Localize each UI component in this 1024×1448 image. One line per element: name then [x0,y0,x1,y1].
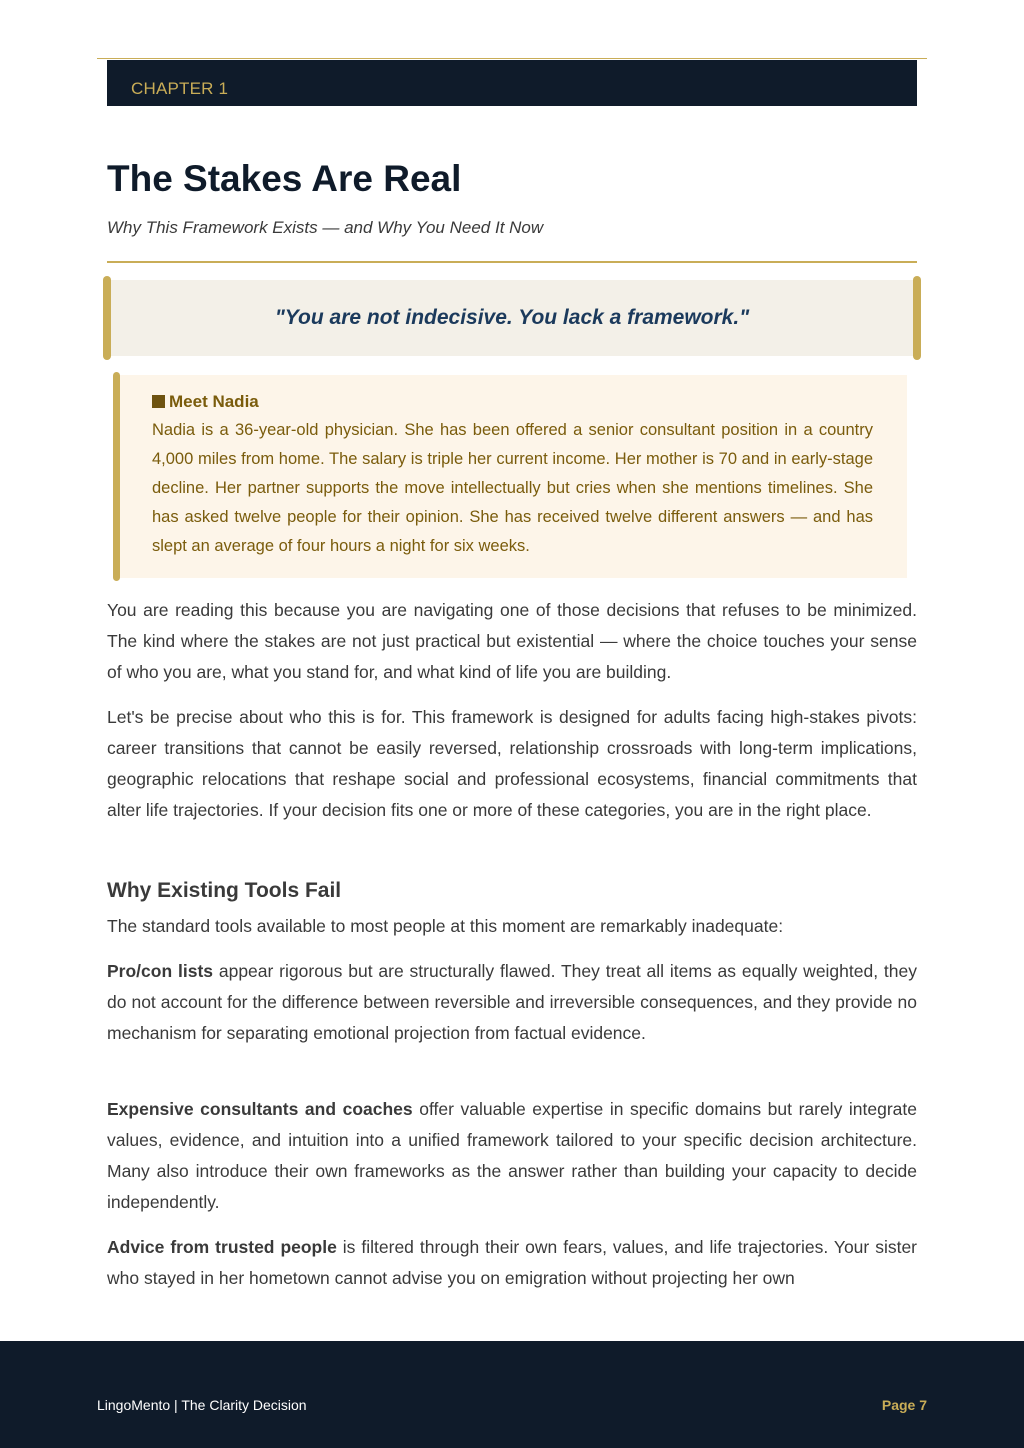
tool-lead: Pro/con lists [107,961,214,981]
title-divider [107,261,917,263]
tool-paragraph-advice [107,1232,917,1294]
section-intro: The standard tools available to most people at this moment are remarkably inadequate: [107,916,784,936]
case-study-accent-bar [113,372,120,581]
chapter-banner [107,60,917,106]
page-number: Page 7 [881,1397,927,1413]
case-study-heading [152,392,259,412]
tool-text: is filtered through their own fears, values, and life trajectories. Your sister who stayed in her hometown cannot advise you on emigration without projecting her own [107,1237,917,1288]
pull-quote-text: "You are not indecisive. You lack a framework." [274,306,750,329]
tool-paragraph-consultants [107,1094,917,1218]
section-heading: Why Existing Tools Fail [107,879,342,902]
tool-lead: Expensive consultants and coaches [107,1099,413,1119]
tool-text: appear rigorous but are structurally flawed. They treat all items as equally weighted, they do not account for the difference between reversible and irreversible consequences, and they provide no mechanism for separating emotional projection from factual evidence. [107,961,918,1043]
intro-paragraph-2: Let's be precise about who this is for. This framework is designed for adults facing high-stakes pivots: career transitions that cannot be easily reversed, relationship crossroads with long-term implications, geographic relocations that reshape social and professional ecosystems, financial commitments that alter life trajectories. If your decision fits one or more of these categories, you are in the right place. [107,707,917,820]
page-title: The Stakes Are Real [107,158,462,199]
top-divider [97,58,927,59]
page-footer [0,1341,1024,1448]
case-study-body: Nadia is a 36-year-old physician. She has been offered a senior consultant position in a country 4,000 miles from home. The salary is triple her current income. Her mother is 70 and in early-stage decline. Her partner supports the move intellectually but cries when she mentions timelines. She has asked twelve people for their opinion. She has received twelve different answers — and has slept an average of four hours a night for six weeks. [152,421,873,555]
case-study-heading-text: Meet Nadia [169,392,259,411]
tool-text: offer valuable expertise in specific domains but rarely integrate values, evidence, and intuition into a unified framework tailored to your specific decision architecture. Many also introduce their own frameworks as the answer rather than building your capacity to decide independently. [107,1099,917,1212]
intro-paragraph-1: You are reading this because you are navigating one of those decisions that refuses to be minimized. The kind where the stakes are not just practical but existential — where the choice touches your sense of who you are, what you stand for, and what kind of life you are building. [107,600,917,682]
tool-paragraph-procon [107,956,917,1049]
page-subtitle: Why This Framework Exists — and Why You Need It Now [107,218,544,237]
pull-quote-box [103,276,921,360]
tool-lead: Advice from trusted people [107,1237,337,1257]
footer-brand: LingoMento | The Clarity Decision [97,1397,307,1413]
square-bullet-icon [152,395,165,408]
case-study-callout [113,372,907,581]
chapter-label: CHAPTER 1 [131,79,229,98]
